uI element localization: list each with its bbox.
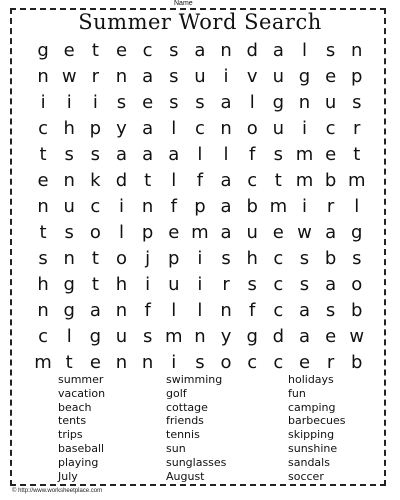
word-item: barbecues (288, 414, 346, 428)
grid-letter: i (197, 248, 203, 269)
word-item: cottage (166, 400, 208, 414)
grid-letter: h (37, 274, 49, 295)
grid-letter: w (61, 66, 77, 87)
grid-letter: i (223, 66, 229, 87)
grid-letter: s (325, 40, 336, 61)
grid-letter: a (325, 274, 337, 295)
grid-letter: h (246, 248, 258, 269)
grid-letter: b (351, 352, 363, 373)
grid-letter: f (249, 144, 256, 165)
grid-letter: n (220, 300, 232, 321)
grid-letter: a (220, 222, 232, 243)
grid-letter: w (297, 222, 312, 243)
grid-letter: f (170, 196, 177, 217)
grid-letter: a (89, 300, 101, 321)
grid-letter: i (118, 196, 124, 217)
grid-letter: p (89, 118, 102, 139)
grid-letter: l (354, 196, 360, 217)
grid-letter: r (326, 352, 335, 373)
grid-letter: e (272, 222, 284, 243)
grid-letter: s (325, 300, 336, 321)
word-item: playing (58, 455, 99, 469)
grid-letter: h (63, 118, 75, 139)
grid-letter: p (194, 196, 206, 217)
grid-letter: n (141, 196, 154, 217)
word-list (58, 373, 378, 483)
grid-letter: a (142, 66, 154, 87)
grid-letter: i (145, 274, 151, 295)
grid-letter: n (37, 300, 49, 321)
grid-letter: s (142, 326, 153, 347)
grid-letter: e (63, 40, 75, 61)
grid-letter: n (141, 352, 154, 373)
grid-letter: e (325, 144, 337, 165)
grid-letter: s (352, 92, 362, 113)
grid-letter: b (246, 196, 258, 217)
grid-letter: u (272, 66, 285, 87)
word-item: fun (288, 386, 306, 400)
grid-letter: a (142, 118, 154, 139)
grid-letter: b (351, 300, 363, 321)
grid-letter: m (34, 352, 52, 373)
grid-letter: w (349, 326, 365, 347)
grid-letter: t (91, 274, 99, 295)
grid-letter: s (64, 222, 74, 243)
word-item: August (166, 469, 205, 483)
grid-letter: u (168, 274, 180, 295)
grid-letter: i (171, 352, 177, 373)
grid-letter: l (301, 40, 307, 61)
grid-letter: g (37, 40, 49, 61)
grid-letter: a (298, 300, 310, 321)
word-column (166, 373, 288, 483)
grid-letter: g (63, 274, 75, 295)
grid-letter: y (220, 326, 232, 347)
grid-letter: a (194, 40, 206, 61)
grid-letter: t (91, 248, 99, 269)
grid-letter: l (118, 222, 124, 243)
word-item: sandals (288, 455, 330, 469)
grid-letter: i (66, 92, 72, 113)
grid-letter: e (298, 352, 311, 373)
grid-letter: l (249, 92, 255, 113)
grid-letter: t (65, 352, 73, 373)
grid-letter: j (145, 248, 151, 269)
grid-letter: r (326, 196, 335, 217)
word-item: sun (166, 441, 186, 455)
grid-letter: g (63, 300, 75, 321)
grid-letter: c (273, 274, 284, 295)
word-item: holidays (288, 373, 334, 386)
grid-letter: g (272, 92, 285, 113)
grid-letter: v (246, 66, 258, 87)
grid-letter: e (168, 222, 180, 243)
grid-letter: r (222, 274, 230, 295)
grid-letter: c (247, 352, 258, 373)
grid-letter: g (246, 326, 258, 347)
grid-letter: s (195, 92, 205, 113)
grid-letter: s (352, 248, 362, 269)
grid-letter: e (89, 352, 101, 373)
grid-letter: n (37, 196, 49, 217)
grid-letter: s (247, 274, 257, 295)
grid-letter: b (324, 170, 337, 191)
grid-letter: u (324, 92, 337, 113)
word-item: swimming (166, 373, 223, 386)
grid-letter: t (353, 144, 361, 165)
grid-letter: s (169, 66, 179, 87)
grid-letter: b (324, 248, 337, 269)
word-item: baseball (58, 441, 105, 455)
grid-letter: a (220, 170, 232, 191)
grid-letter: l (197, 144, 203, 165)
grid-letter: l (171, 300, 177, 321)
grid-letter: n (115, 352, 128, 373)
grid-letter: s (195, 352, 205, 373)
grid-letter: a (298, 326, 310, 347)
grid-letter: d (246, 40, 258, 61)
grid-letter: a (325, 222, 337, 243)
grid-letter: g (351, 222, 363, 243)
grid-letter: o (246, 118, 258, 139)
grid-letter: c (247, 170, 258, 191)
grid-letter: e (325, 326, 337, 347)
grid-letter: f (144, 300, 151, 321)
word-item: sunglasses (166, 455, 227, 469)
word-item: trips (58, 428, 83, 442)
grid-letter: i (92, 92, 98, 113)
grid-letter: n (220, 40, 232, 61)
word-item: skipping (288, 428, 335, 442)
grid-letter: n (194, 326, 206, 347)
grid-letter: s (116, 92, 127, 113)
grid-letter: r (353, 118, 361, 139)
word-item: camping (288, 400, 336, 414)
grid-letter: c (142, 40, 153, 61)
grid-letter: s (38, 248, 48, 269)
word-item: tennis (166, 428, 200, 442)
grid-letter: k (90, 170, 101, 191)
word-item: golf (166, 386, 187, 400)
grid-letter: s (299, 248, 310, 269)
grid-letter: a (272, 40, 284, 61)
grid-letter: c (273, 352, 284, 373)
grid-letter: r (91, 66, 100, 87)
grid-letter: f (249, 300, 256, 321)
word-item: summer (58, 373, 104, 386)
grid-letter: c (38, 326, 49, 347)
grid-letter: l (171, 118, 177, 139)
grid-letter: m (347, 170, 366, 191)
grid-letter: g (298, 66, 311, 87)
grid-letter: c (273, 248, 284, 269)
grid-letter: m (295, 144, 314, 165)
word-item: sunshine (288, 441, 338, 455)
grid-letter: f (196, 170, 204, 191)
grid-letter: u (272, 118, 285, 139)
grid-letter: u (63, 196, 75, 217)
word-item: July (58, 469, 78, 483)
grid-letter: m (191, 222, 209, 243)
grid-letter: e (142, 92, 154, 113)
grid-letter: y (116, 118, 127, 139)
grid-letter: c (90, 196, 101, 217)
grid-letter: l (197, 300, 203, 321)
grid-letter: p (351, 66, 363, 87)
grid-letter: u (194, 66, 206, 87)
grid-letter: s (64, 144, 74, 165)
grid-letter: o (351, 274, 363, 295)
grid-letter: n (37, 66, 49, 87)
grid-letter: d (115, 170, 128, 191)
grid-letter: p (141, 222, 154, 243)
word-column (58, 373, 166, 483)
grid-letter: l (66, 326, 72, 347)
footer-credit: © http://www.worksheetplace.com (12, 488, 103, 494)
word-item: tents (58, 414, 87, 428)
grid-letter: a (142, 144, 154, 165)
grid-letter: m (165, 326, 183, 347)
grid-letter: t (39, 144, 47, 165)
grid-letter: d (272, 326, 285, 347)
grid-letter: n (351, 40, 363, 61)
grid-letter: c (273, 300, 284, 321)
grid-letter: u (115, 326, 128, 347)
grid-letter: n (298, 92, 311, 113)
grid-letter: g (89, 326, 102, 347)
grid-letter: n (63, 248, 75, 269)
page-title: Summer Word Search (78, 10, 322, 34)
grid-letter: s (169, 92, 179, 113)
grid-letter: a (220, 196, 232, 217)
grid-letter: u (246, 222, 258, 243)
grid-letter: n (115, 66, 128, 87)
grid-letter: a (220, 92, 232, 113)
grid-letter: m (295, 170, 314, 191)
grid-letter: s (299, 274, 310, 295)
grid-letter: i (40, 92, 46, 113)
grid-letter: e (37, 170, 49, 191)
grid-letter: i (301, 118, 307, 139)
grid-letter: n (115, 300, 128, 321)
grid-letter: t (91, 40, 99, 61)
grid-letter: l (223, 144, 229, 165)
word-item: beach (58, 400, 92, 414)
word-item: soccer (288, 469, 324, 483)
grid-letter: c (325, 118, 336, 139)
grid-letter: m (269, 196, 288, 217)
grid-letter: l (171, 170, 177, 191)
grid-letter: s (90, 144, 101, 165)
name-label: Name (174, 0, 193, 7)
grid-letter: e (325, 66, 337, 87)
grid-letter: t (144, 170, 152, 191)
letter-grid (30, 38, 370, 376)
grid-letter: o (220, 352, 232, 373)
grid-letter: a (115, 144, 127, 165)
grid-letter: p (168, 248, 180, 269)
grid-letter: c (38, 118, 49, 139)
grid-letter: c (194, 118, 205, 139)
grid-letter: s (169, 40, 179, 61)
grid-letter: o (89, 222, 101, 243)
word-item: vacation (58, 386, 106, 400)
grid-letter: t (274, 170, 282, 191)
grid-letter: h (115, 274, 128, 295)
grid-letter: a (168, 144, 180, 165)
word-column (288, 373, 378, 483)
grid-letter: i (197, 274, 203, 295)
grid-letter: s (273, 144, 284, 165)
grid-letter: n (220, 118, 232, 139)
grid-letter: o (115, 248, 127, 269)
word-item: friends (166, 414, 204, 428)
grid-letter: t (39, 222, 47, 243)
grid-letter: n (63, 170, 75, 191)
grid-letter: i (301, 196, 307, 217)
grid-letter: s (221, 248, 231, 269)
grid-letter: e (115, 40, 128, 61)
